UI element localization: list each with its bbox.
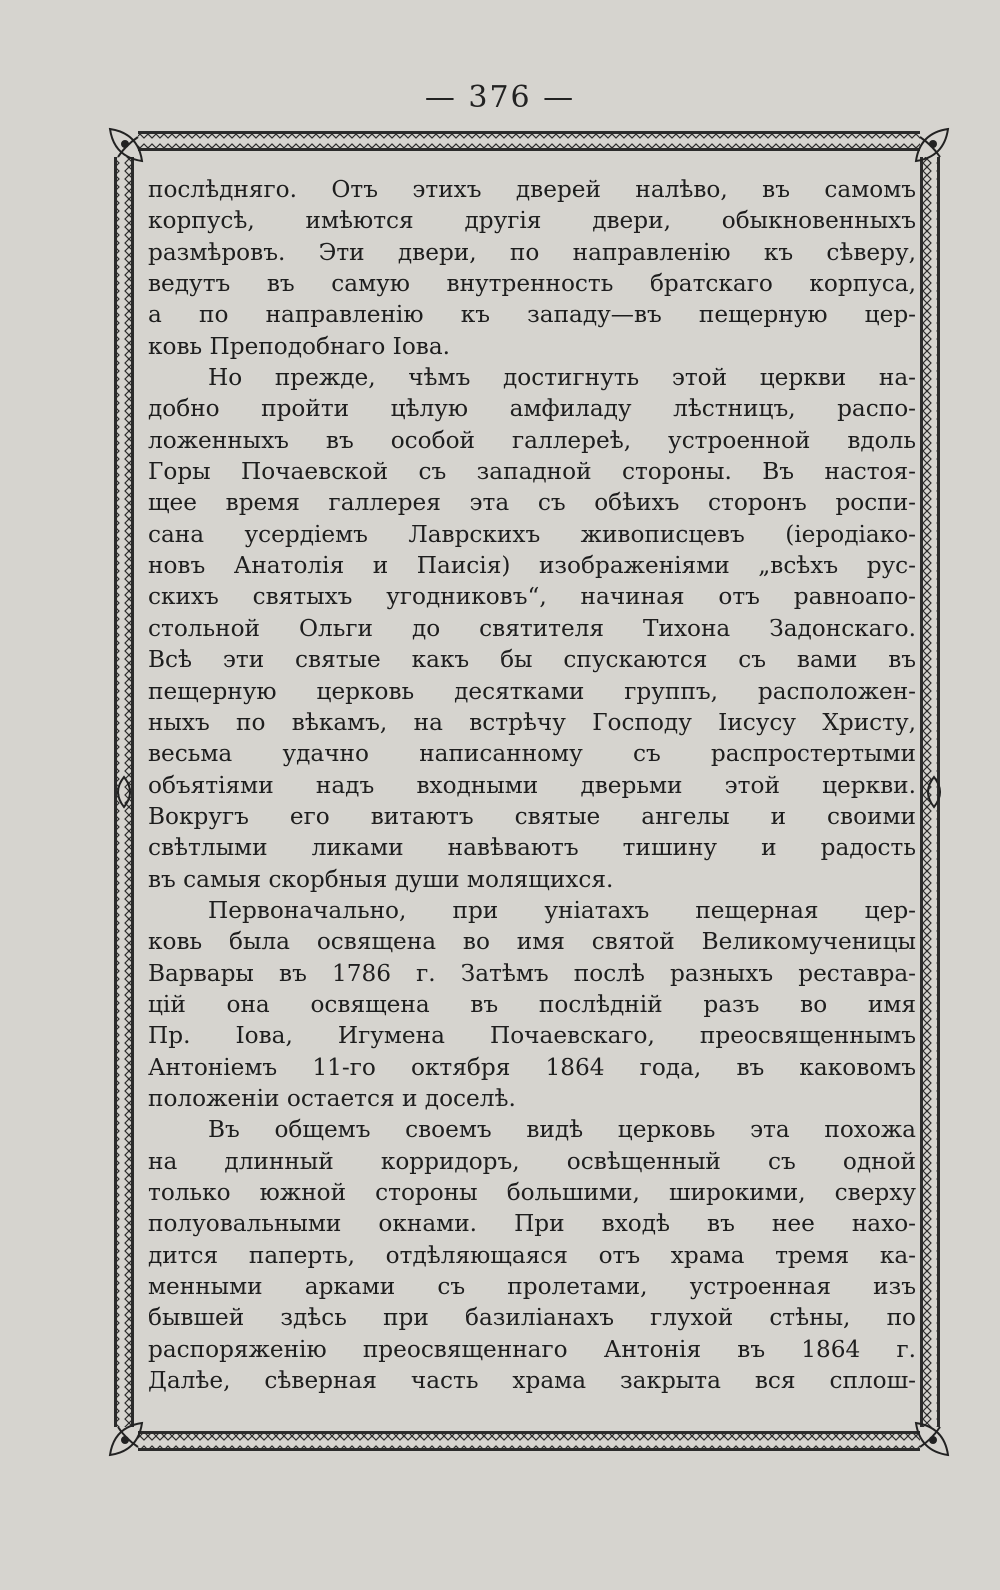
text-line: только южной стороны большими, широкими, сверху bbox=[148, 1179, 916, 1206]
text-line: распоряженію преосвященнаго Антонія въ 1864 г. bbox=[148, 1335, 916, 1363]
text-line: Первоначально, при уніатахъ пещерная цер- bbox=[208, 896, 916, 924]
page-number: — 376 — bbox=[424, 80, 576, 115]
text-line: цій она освящена въ послѣдній разъ во имя bbox=[148, 990, 916, 1018]
text-line: а по направленію къ западу—въ пещерную цер- bbox=[148, 301, 916, 329]
text-line: на длинный корридоръ, освѣщенный съ одной bbox=[148, 1147, 916, 1175]
text-line: объятіями надъ входными дверьми этой церкви. bbox=[148, 771, 916, 799]
text-line: ковь была освящена во имя святой Великомученицы bbox=[148, 928, 916, 956]
text-line: положеніи остается и доселѣ. bbox=[148, 1084, 516, 1112]
text-line: новъ Анатолія и Паисія) изображеніями „всѣхъ рус- bbox=[148, 552, 916, 580]
text-line: ковь Преподобнаго Іова. bbox=[148, 332, 451, 360]
text-line: ложенныхъ въ особой галлереѣ, устроенной вдоль bbox=[148, 426, 916, 454]
text-line: ведутъ въ самую внутренность братскаго корпуса, bbox=[148, 270, 916, 298]
body-text bbox=[148, 174, 916, 1396]
text-line: Варвары въ 1786 г. Затѣмъ послѣ разныхъ реставра- bbox=[148, 959, 916, 987]
text-line: Горы Почаевской съ западной стороны. Въ настоя- bbox=[148, 458, 916, 486]
text-line: размѣровъ. Эти двери, по направленію къ сѣверу, bbox=[148, 238, 916, 266]
text-line: стольной Ольги до святителя Тихона Задонскаго. bbox=[148, 614, 916, 642]
text-line: свѣтлыми ликами навѣваютъ тишину и радость bbox=[148, 834, 916, 862]
ornamental-frame bbox=[108, 127, 950, 1457]
text-line: Всѣ эти святые какъ бы спускаются съ вами въ bbox=[148, 646, 916, 674]
text-line: дится паперть, отдѣляющаяся отъ храма тремя ка- bbox=[148, 1241, 916, 1269]
text-line: сана усердіемъ Лаврскихъ живописцевъ (іеродіако- bbox=[148, 520, 916, 548]
text-line: Но прежде, чѣмъ достигнуть этой церкви на- bbox=[208, 364, 916, 392]
text-line: менными арками съ пролетами, устроенная изъ bbox=[148, 1273, 916, 1301]
text-line: Въ общемъ своемъ видѣ церковь эта похожа bbox=[208, 1116, 916, 1144]
text-line: пещерную церковь десятками группъ, расположен- bbox=[148, 677, 916, 705]
text-line: Вокругъ его витаютъ святые ангелы и своими bbox=[148, 802, 916, 830]
text-line: послѣдняго. Отъ этихъ дверей налѣво, въ самомъ bbox=[148, 176, 916, 203]
text-line: Пр. Іова, Игумена Почаевскаго, преосвященнымъ bbox=[148, 1022, 916, 1050]
text-line: Антоніемъ 11-го октября 1864 года, въ каковомъ bbox=[148, 1053, 916, 1081]
text-line: Далѣе, сѣверная часть храма закрыта вся сплош- bbox=[148, 1367, 916, 1395]
text-line: весьма удачно написанному съ распростертыми bbox=[148, 740, 916, 768]
text-line: ныхъ по вѣкамъ, на встрѣчу Господу Іисусу Христу, bbox=[148, 708, 916, 736]
text-line: бывшей здѣсь при базиліанахъ глухой стѣны, по bbox=[148, 1304, 916, 1332]
text-line: въ самыя скорбныя души молящихся. bbox=[148, 865, 614, 893]
text-line: щее время галлерея эта съ обѣихъ сторонъ роспи- bbox=[148, 489, 916, 517]
text-line: скихъ святыхъ угодниковъ“, начиная отъ равноапо- bbox=[148, 583, 916, 611]
text-line: полуовальными окнами. При входѣ въ нее нахо- bbox=[148, 1210, 916, 1238]
text-line: корпусѣ, имѣются другія двери, обыкновенныхъ bbox=[148, 207, 916, 235]
text-line: добно пройти цѣлую амфиладу лѣстницъ, распо- bbox=[148, 395, 916, 423]
